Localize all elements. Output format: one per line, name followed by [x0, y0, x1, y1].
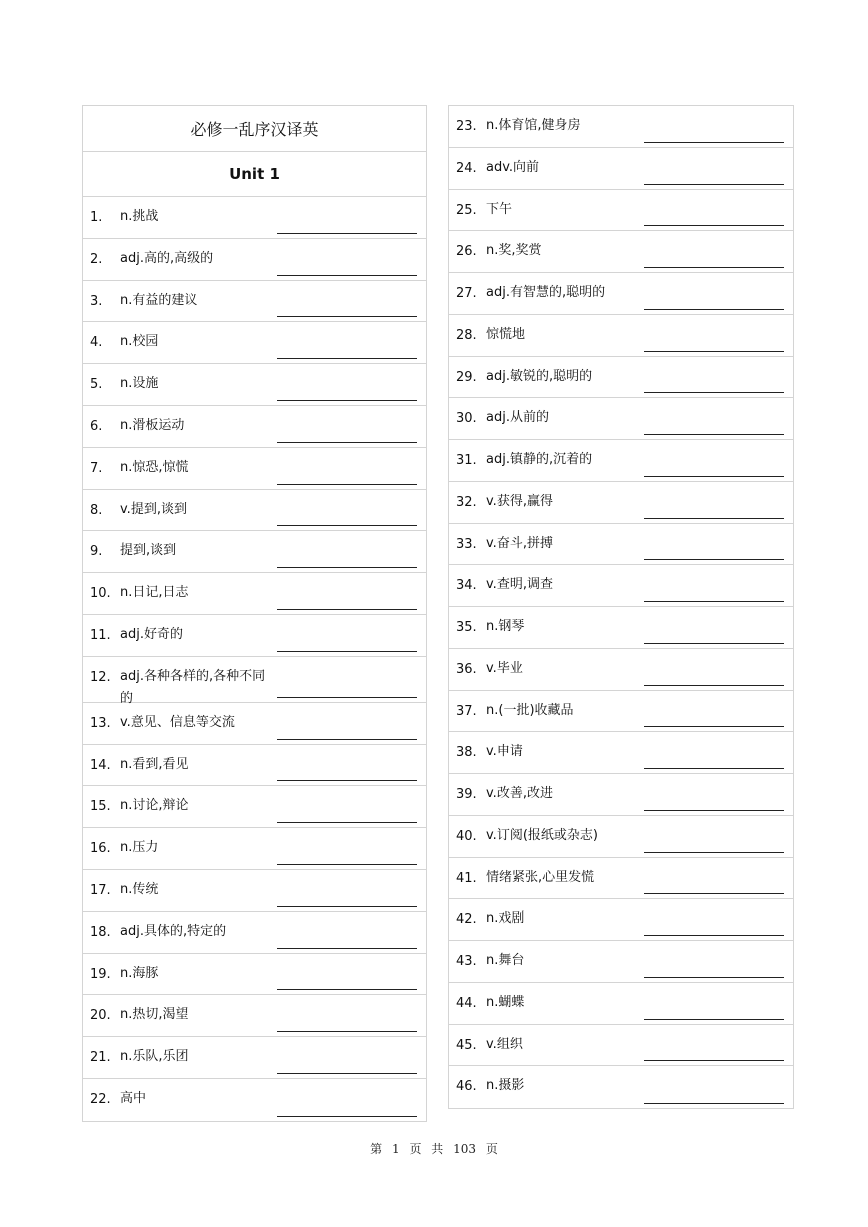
- item-number: 44.: [456, 995, 477, 1011]
- answer-blank[interactable]: [644, 852, 784, 853]
- vocab-row: [449, 1066, 793, 1108]
- vocab-row: [83, 745, 426, 787]
- item-prompt: n.海豚: [120, 965, 159, 981]
- item-number: 18.: [90, 924, 111, 940]
- vocab-row: [83, 703, 426, 745]
- vocab-row: [83, 406, 426, 448]
- answer-blank[interactable]: [277, 780, 417, 781]
- item-number: 36.: [456, 661, 477, 677]
- item-prompt: v.奋斗,拼搏: [486, 535, 553, 551]
- footer-ye: 页: [409, 1142, 422, 1156]
- vocab-row: [83, 657, 426, 706]
- item-prompt: n.有益的建议: [120, 292, 198, 308]
- item-number: 22.: [90, 1091, 111, 1107]
- item-number: 1.: [90, 210, 103, 225]
- item-number: 41.: [456, 870, 477, 886]
- item-prompt: 提到,谈到: [120, 543, 177, 559]
- item-prompt: n.挑战: [120, 209, 159, 224]
- item-number: 8.: [90, 502, 103, 518]
- answer-blank[interactable]: [277, 1116, 417, 1117]
- item-number: 19.: [90, 966, 111, 982]
- item-prompt: n.日记,日志: [120, 585, 189, 601]
- item-prompt: n.热切,渴望: [120, 1007, 189, 1023]
- vocab-row: [449, 440, 793, 482]
- item-number: 23.: [456, 119, 477, 134]
- answer-blank[interactable]: [644, 810, 784, 811]
- item-prompt: v.毕业: [486, 660, 523, 676]
- vocab-row: [83, 239, 426, 281]
- vocab-row: [449, 858, 793, 900]
- item-prompt: n.设施: [120, 376, 159, 392]
- answer-blank[interactable]: [277, 484, 417, 485]
- item-number: 40.: [456, 828, 477, 844]
- answer-blank[interactable]: [644, 351, 784, 352]
- vocab-row: [83, 448, 426, 490]
- item-number: 5.: [90, 377, 103, 393]
- answer-blank[interactable]: [644, 726, 784, 727]
- answer-blank[interactable]: [644, 267, 784, 268]
- item-number: 10.: [90, 586, 111, 602]
- item-number: 46.: [456, 1079, 477, 1095]
- item-prompt: adj.从前的: [486, 410, 549, 426]
- item-number: 42.: [456, 912, 477, 928]
- item-prompt: n.压力: [120, 840, 159, 856]
- item-prompt: n.校园: [120, 334, 159, 350]
- answer-blank[interactable]: [644, 392, 784, 393]
- item-prompt: 高中: [120, 1090, 147, 1106]
- item-prompt: adj.镇静的,沉着的: [486, 452, 593, 467]
- answer-blank[interactable]: [277, 567, 417, 568]
- item-prompt: n.体育馆,健身房: [486, 118, 581, 133]
- answer-blank[interactable]: [644, 476, 784, 477]
- vocab-row: [449, 941, 793, 983]
- item-prompt: v.查明,调查: [486, 577, 553, 593]
- item-number: 14.: [90, 757, 111, 773]
- answer-blank[interactable]: [277, 358, 417, 359]
- item-prompt: v.提到,谈到: [120, 501, 187, 517]
- vocab-row: [449, 649, 793, 691]
- item-number: 38.: [456, 745, 477, 761]
- vocab-row: [83, 281, 426, 323]
- vocab-row: [449, 607, 793, 649]
- item-prompt: v.订阅(报纸或杂志): [486, 827, 598, 843]
- item-number: 31.: [456, 453, 477, 468]
- item-prompt: adv.向前: [486, 159, 540, 175]
- footer-page-number: 1: [391, 1142, 400, 1156]
- item-number: 28.: [456, 327, 477, 343]
- answer-blank[interactable]: [277, 400, 417, 401]
- item-prompt: n.惊恐,惊慌: [120, 459, 189, 475]
- answer-blank[interactable]: [277, 275, 417, 276]
- item-prompt: adj.好奇的: [120, 626, 183, 642]
- vocab-row: [449, 524, 793, 566]
- item-number: 43.: [456, 954, 477, 969]
- answer-blank[interactable]: [644, 309, 784, 310]
- item-number: 21.: [90, 1050, 111, 1066]
- item-prompt: v.意见、信息等交流: [120, 714, 235, 730]
- item-number: 45.: [456, 1037, 477, 1053]
- item-prompt: adj.高的,高级的: [120, 250, 214, 266]
- answer-blank[interactable]: [644, 434, 784, 435]
- answer-blank[interactable]: [644, 1103, 784, 1104]
- answer-blank[interactable]: [277, 906, 417, 907]
- vocab-row: [449, 732, 793, 774]
- item-number: 27.: [456, 286, 477, 301]
- item-number: 3.: [90, 293, 103, 309]
- unit-heading: Unit 1: [83, 152, 426, 197]
- left-item-list: [83, 197, 426, 1121]
- item-prompt: n.摄影: [486, 1078, 525, 1094]
- item-number: 16.: [90, 841, 111, 857]
- right-item-list: [449, 106, 793, 1108]
- item-prompt: n.钢琴: [486, 619, 525, 634]
- item-prompt: n.舞台: [486, 953, 525, 968]
- answer-blank[interactable]: [277, 609, 417, 610]
- item-number: 2.: [90, 251, 103, 267]
- footer-total-pages: 103: [453, 1142, 477, 1156]
- vocab-row: [83, 531, 426, 573]
- answer-blank[interactable]: [644, 601, 784, 602]
- item-number: 35.: [456, 620, 477, 635]
- vocab-row: [83, 912, 426, 954]
- answer-blank[interactable]: [277, 316, 417, 317]
- answer-blank[interactable]: [277, 697, 417, 698]
- vocab-row: [449, 357, 793, 399]
- vocab-row: [449, 983, 793, 1025]
- vocab-row: [449, 1025, 793, 1067]
- item-prompt: 下午: [486, 201, 513, 217]
- answer-blank[interactable]: [277, 948, 417, 949]
- vocab-row: [449, 482, 793, 524]
- item-number: 20.: [90, 1008, 111, 1024]
- answer-blank[interactable]: [644, 893, 784, 894]
- footer-ye-end: 页: [485, 1142, 498, 1156]
- vocab-row: [83, 573, 426, 615]
- item-number: 33.: [456, 536, 477, 552]
- item-prompt: v.组织: [486, 1036, 523, 1052]
- item-prompt: n.(一批)收藏品: [486, 702, 574, 718]
- right-column: [448, 105, 794, 1109]
- item-prompt: n.滑板运动: [120, 417, 185, 433]
- vocab-row: [83, 870, 426, 912]
- vocab-row: [83, 615, 426, 657]
- answer-blank[interactable]: [644, 643, 784, 644]
- answer-blank[interactable]: [644, 184, 784, 185]
- vocab-row: [83, 322, 426, 364]
- item-number: 39.: [456, 787, 477, 802]
- answer-blank[interactable]: [277, 1073, 417, 1074]
- item-number: 15.: [90, 799, 111, 815]
- item-prompt: 惊慌地: [486, 326, 526, 342]
- answer-blank[interactable]: [644, 768, 784, 769]
- answer-blank[interactable]: [644, 977, 784, 978]
- answer-blank[interactable]: [277, 442, 417, 443]
- item-prompt: n.蝴蝶: [486, 994, 525, 1010]
- page-title: 必修一乱序汉译英: [83, 106, 426, 152]
- vocab-row: [449, 565, 793, 607]
- answer-blank[interactable]: [644, 559, 784, 560]
- item-prompt: v.申请: [486, 744, 523, 760]
- item-prompt: n.传统: [120, 881, 159, 897]
- item-prompt: adj.敏锐的,聪明的: [486, 368, 593, 384]
- item-prompt: n.奖,奖赏: [486, 243, 542, 259]
- item-number: 7.: [90, 460, 103, 476]
- vocab-row: [83, 786, 426, 828]
- vocab-row: [449, 315, 793, 357]
- vocab-row: [449, 231, 793, 273]
- item-prompt: adj.各种各样的,各种不同的: [120, 668, 266, 706]
- vocab-row: [83, 995, 426, 1037]
- answer-blank[interactable]: [277, 233, 417, 234]
- item-number: 25.: [456, 202, 477, 218]
- item-number: 37.: [456, 703, 477, 719]
- footer-di: 第: [370, 1142, 383, 1156]
- answer-blank[interactable]: [644, 935, 784, 936]
- vocab-row: [449, 190, 793, 232]
- item-number: 6.: [90, 418, 103, 434]
- answer-blank[interactable]: [644, 518, 784, 519]
- vocab-row: [83, 1037, 426, 1079]
- item-number: 9.: [90, 544, 103, 560]
- answer-blank[interactable]: [277, 1031, 417, 1032]
- answer-blank[interactable]: [644, 685, 784, 686]
- item-prompt: adj.有智慧的,聪明的: [486, 285, 606, 300]
- item-prompt: v.改善,改进: [486, 786, 553, 801]
- vocab-row: [449, 691, 793, 733]
- vocab-row: [449, 148, 793, 190]
- item-number: 17.: [90, 882, 111, 898]
- left-column: [82, 105, 427, 1122]
- item-prompt: n.乐队,乐团: [120, 1049, 189, 1065]
- answer-blank[interactable]: [644, 225, 784, 226]
- answer-blank[interactable]: [277, 651, 417, 652]
- answer-blank[interactable]: [277, 739, 417, 740]
- vocab-row: [449, 398, 793, 440]
- footer-gong: 共: [431, 1142, 444, 1156]
- vocab-row: [83, 364, 426, 406]
- vocab-row: [83, 197, 426, 239]
- item-prompt: v.获得,赢得: [486, 493, 553, 509]
- item-number: 32.: [456, 494, 477, 510]
- item-number: 11.: [90, 627, 111, 643]
- vocab-row: [449, 816, 793, 858]
- item-prompt: 情绪紧张,心里发慌: [486, 869, 595, 885]
- vocab-row: [83, 828, 426, 870]
- vocab-row: [83, 954, 426, 996]
- item-prompt: n.戏剧: [486, 911, 525, 927]
- answer-blank[interactable]: [644, 1019, 784, 1020]
- item-prompt: n.讨论,辩论: [120, 798, 189, 814]
- answer-blank[interactable]: [277, 989, 417, 990]
- item-number: 24.: [456, 160, 477, 176]
- answer-blank[interactable]: [277, 525, 417, 526]
- answer-blank[interactable]: [277, 822, 417, 823]
- item-number: 4.: [90, 335, 103, 351]
- item-number: 34.: [456, 578, 477, 594]
- vocab-row: [449, 774, 793, 816]
- answer-blank[interactable]: [277, 864, 417, 865]
- vocab-row: [449, 273, 793, 315]
- page-footer: [0, 1140, 868, 1157]
- vocab-row: [449, 106, 793, 148]
- answer-blank[interactable]: [644, 1060, 784, 1061]
- item-prompt: n.看到,看见: [120, 756, 189, 772]
- item-prompt: adj.具体的,特定的: [120, 923, 227, 939]
- vocab-row: [83, 490, 426, 532]
- vocab-row: [449, 899, 793, 941]
- vocab-row: [83, 1079, 426, 1121]
- item-number: 30.: [456, 411, 477, 427]
- item-number: 12.: [90, 669, 111, 685]
- answer-blank[interactable]: [644, 142, 784, 143]
- item-number: 29.: [456, 369, 477, 385]
- item-number: 13.: [90, 715, 111, 731]
- item-number: 26.: [456, 244, 477, 260]
